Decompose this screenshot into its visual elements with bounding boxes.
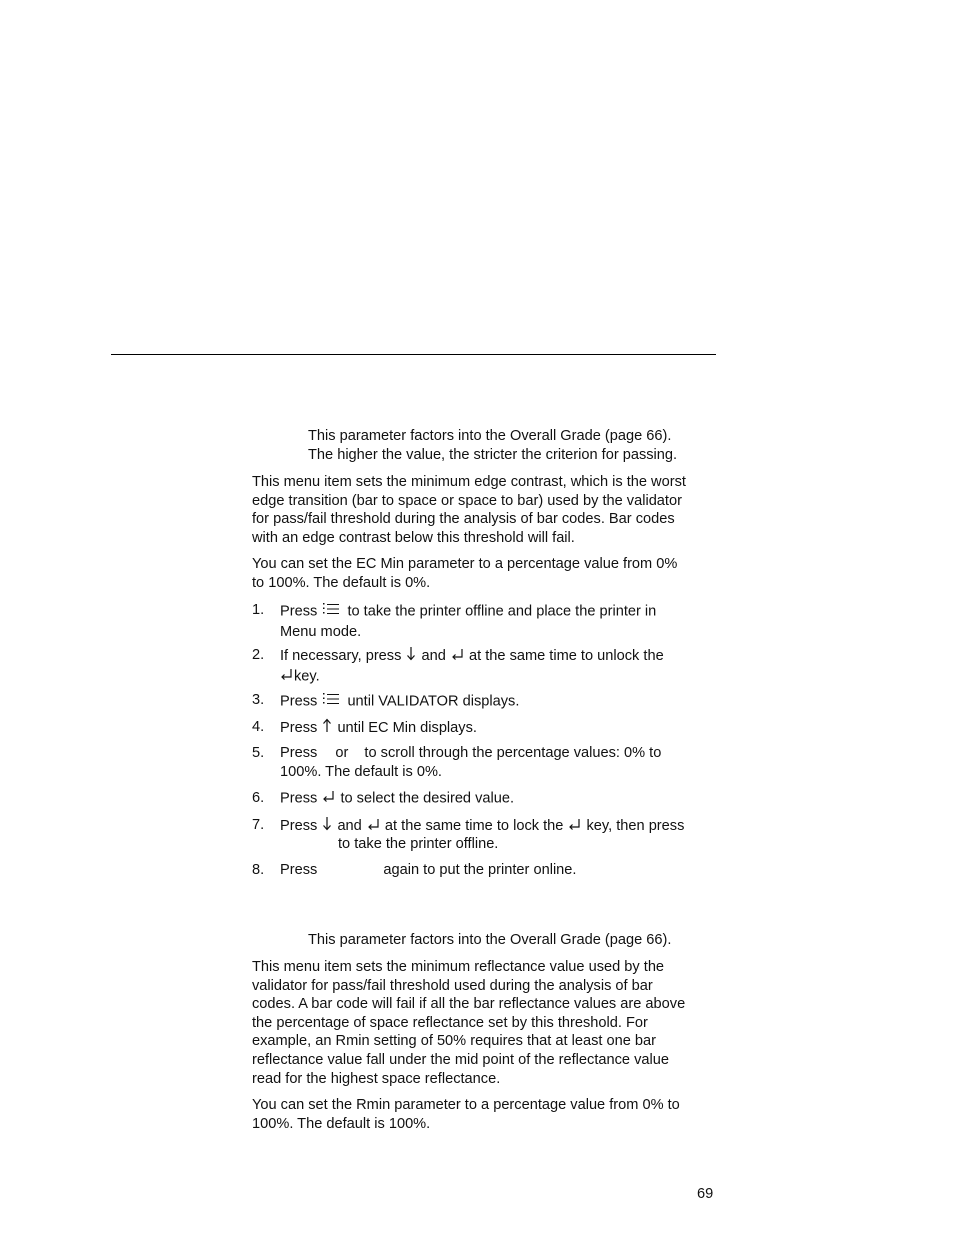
rmin-desc-line: read for the highest space reflectance. <box>252 1070 501 1087</box>
step-1 <box>252 601 722 641</box>
step-text: or <box>335 745 349 761</box>
enter-key-icon <box>280 667 293 687</box>
enter-key-icon <box>568 817 581 837</box>
step-5 <box>252 744 722 781</box>
page-number: 69 <box>697 1186 714 1202</box>
step-2 <box>252 646 722 686</box>
rmin-setting-line: 100%. The default is 100%. <box>252 1115 431 1132</box>
ec-min-desc-line: edge transition (bar to space or space to bar) used by the validator <box>252 492 682 509</box>
step-3 <box>252 691 722 713</box>
step-text: Menu mode. <box>280 623 362 640</box>
step-text: 100%. The default is 0%. <box>280 763 442 780</box>
step-text: Press <box>280 693 318 710</box>
step-6 <box>252 789 722 809</box>
step-4 <box>252 718 722 739</box>
rmin-setting-line: You can set the Rmin parameter to a percentage value from 0% to <box>252 1097 680 1113</box>
rmin-note <box>308 931 728 950</box>
ec-min-description <box>252 473 718 547</box>
step-text: Press <box>280 862 318 878</box>
section-divider <box>111 354 716 355</box>
down-arrow-icon <box>322 816 332 837</box>
step-number: 5. <box>252 745 265 761</box>
step-text: until EC Min displays. <box>337 720 477 737</box>
rmin-desc-line: reflectance value fall under the mid point of the reflectance value <box>252 1051 669 1068</box>
rmin-desc-line: example, an Rmin setting of 50% requires that at least one bar <box>252 1033 656 1050</box>
step-text: at the same time to unlock the <box>469 648 664 665</box>
step-7-continuation: to take the printer offline. <box>338 836 499 852</box>
rmin-desc-line: This menu item sets the minimum reflectance value used by the <box>252 959 665 975</box>
ec-min-desc-line: with an edge contrast below this threshold will fail. <box>252 529 575 546</box>
down-arrow-icon <box>406 646 416 667</box>
step-text: key. <box>294 668 320 685</box>
rmin-note-line1: This parameter factors into the Overall Grade (page 66). <box>308 932 672 948</box>
step-text: to take the printer offline and place the printer in <box>347 603 657 620</box>
step-text: Press <box>280 603 318 620</box>
step-7 <box>252 816 722 837</box>
step-text: Press <box>280 720 318 737</box>
step-number: 3. <box>252 692 265 708</box>
step-text: Press <box>280 745 318 761</box>
rmin-desc-line: validator for pass/fail threshold used during the analysis of bar <box>252 977 653 994</box>
step-text: and <box>337 818 362 835</box>
ec-min-setting <box>252 555 718 592</box>
step-number: 4. <box>252 719 265 735</box>
enter-key-icon <box>367 817 380 837</box>
menu-list-icon <box>322 691 342 713</box>
enter-key-icon <box>322 789 335 809</box>
ec-min-note-line1: This parameter factors into the Overall Grade (page 66). <box>308 428 672 444</box>
ec-min-setting-line: to 100%. The default is 0%. <box>252 574 431 591</box>
step-text: key, then press <box>586 818 685 835</box>
step-text: to select the desired value. <box>340 790 515 807</box>
step-text: Press <box>280 790 318 807</box>
step-text: Press <box>280 818 318 835</box>
step-text: again to put the printer online. <box>383 862 577 878</box>
ec-min-note-line2: The higher the value, the stricter the criterion for passing. <box>308 446 678 463</box>
step-text: and <box>421 648 446 665</box>
ec-min-setting-line: You can set the EC Min parameter to a percentage value from 0% <box>252 556 678 572</box>
step-number: 2. <box>252 647 265 663</box>
rmin-description <box>252 958 718 1088</box>
step-text: to scroll through the percentage values: 0% to <box>364 745 662 761</box>
step-number: 6. <box>252 790 265 806</box>
up-arrow-icon <box>322 718 332 739</box>
step-8 <box>252 861 722 880</box>
menu-list-icon <box>322 601 342 623</box>
ec-min-note <box>308 427 728 464</box>
rmin-setting <box>252 1096 718 1133</box>
rmin-desc-line: the percentage of space reflectance set by this threshold. For <box>252 1014 648 1031</box>
ec-min-desc-line: This menu item sets the minimum edge contrast, which is the worst <box>252 474 686 490</box>
rmin-desc-line: codes. A bar code will fail if all the bar reflectance values are above <box>252 996 686 1013</box>
step-number: 7. <box>252 817 265 833</box>
ec-min-desc-line: for pass/fail threshold during the analysis of bar codes. Bar codes <box>252 511 675 528</box>
step-text: If necessary, press <box>280 648 402 665</box>
step-text: at the same time to lock the <box>384 818 564 835</box>
step-text: until VALIDATOR displays. <box>347 693 520 710</box>
step-number: 1. <box>252 602 265 618</box>
step-number: 8. <box>252 862 265 878</box>
enter-key-icon <box>451 647 464 667</box>
